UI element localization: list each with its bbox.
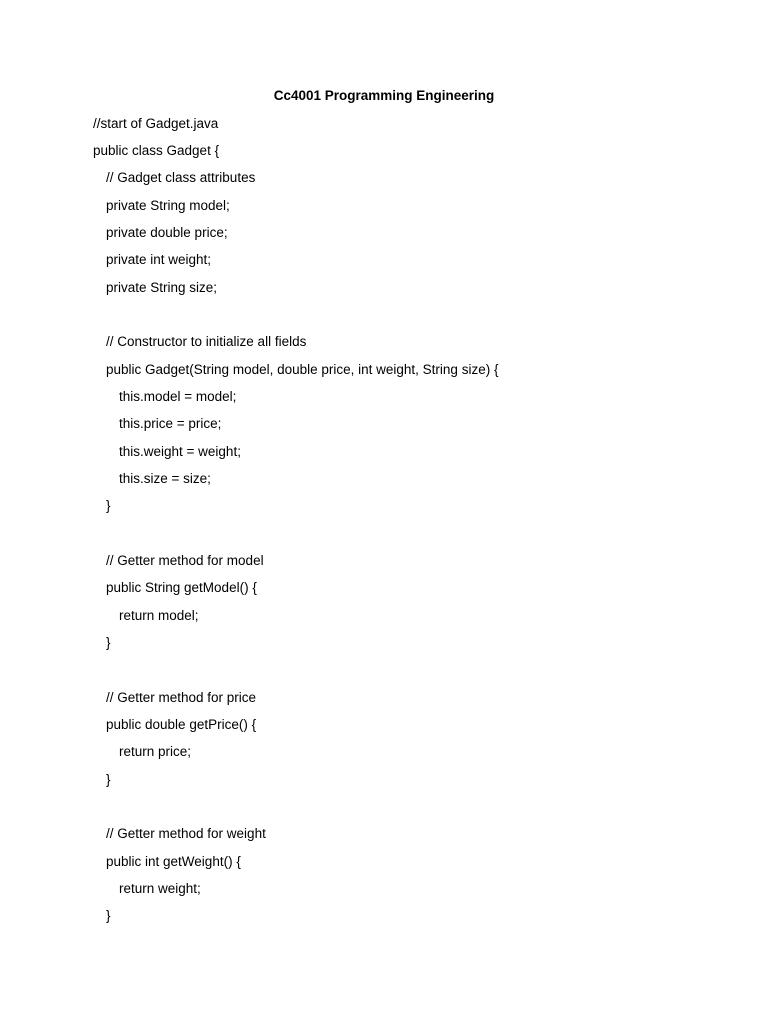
code-line: private double price; [106,224,228,240]
blank-line [93,305,498,332]
code-line: private String size; [106,279,218,295]
code-line: } [106,498,111,514]
code-line: this.weight = weight; [119,443,241,459]
code-listing [93,114,498,934]
code-line: this.size = size; [119,470,211,486]
code-line: this.price = price; [119,416,222,432]
code-line: } [106,908,111,924]
code-line: // Getter method for weight [106,826,266,842]
code-line: } [106,771,111,787]
code-line: public class Gadget { [93,142,220,158]
code-line: // Getter method for model [106,553,264,568]
code-line: // Gadget class attributes [106,170,256,186]
code-line: public int getWeight() { [106,853,241,869]
code-line: return price; [119,744,192,760]
code-line: // Constructor to initialize all fields [106,334,307,350]
blank-line [93,524,498,551]
code-line: } [106,635,111,651]
code-line: private int weight; [106,252,212,268]
code-line: public double getPrice() { [106,717,257,733]
blank-line [93,797,498,824]
code-line: this.model = model; [119,388,237,404]
code-line: // Getter method for price [106,689,257,705]
code-line: private String model; [106,197,230,213]
code-line: public String getModel() { [106,580,257,596]
code-line: //start of Gadget.java [93,115,219,131]
code-line: public Gadget(String model, double price, int weight, String size) { [106,361,499,377]
document-title: Cc4001 Programming Engineering [273,88,495,103]
blank-line [93,660,498,687]
code-line: return model; [119,607,199,623]
code-line: return weight; [119,881,201,897]
